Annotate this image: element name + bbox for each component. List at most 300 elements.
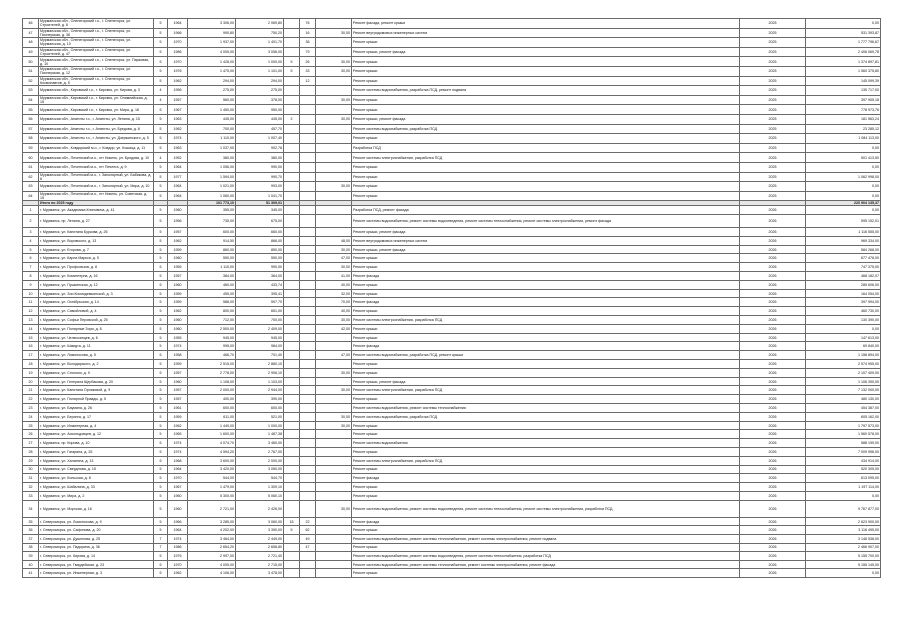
cell-d bbox=[300, 404, 316, 413]
cell-work: Ремонт системы водоснабжения, разработка ПСД bbox=[352, 412, 740, 421]
cell-a: 3 420,00 bbox=[188, 465, 236, 474]
cell-work: Ремонт крыши bbox=[352, 57, 740, 67]
cell-d bbox=[300, 272, 316, 281]
cell-sum: 1 777 796,67 bbox=[806, 38, 881, 48]
cell-b: 600,00 bbox=[236, 404, 284, 413]
cell-d bbox=[300, 377, 316, 386]
cell-n: 11 bbox=[23, 298, 39, 307]
cell-n: 47 bbox=[23, 28, 39, 38]
cell-d bbox=[300, 360, 316, 369]
cell-y: 1970 bbox=[168, 57, 188, 67]
cell-b: 651,00 bbox=[236, 307, 284, 316]
cell-addr: г. Североморск, ул. Душенова, д. 25 bbox=[39, 534, 154, 543]
table-row bbox=[23, 483, 881, 492]
cell-n: 22 bbox=[23, 395, 39, 404]
cell-yr: 2025 bbox=[740, 114, 806, 124]
cell-b: 5 060,10 bbox=[236, 491, 284, 500]
cell-e bbox=[316, 560, 352, 569]
cell-yr: 2026 bbox=[740, 421, 806, 430]
cell-e bbox=[316, 143, 352, 153]
cell-e bbox=[316, 47, 352, 57]
table-row bbox=[23, 368, 881, 377]
cell-addr: Мурманская обл., Апатиты г.о., г. Апатиты, ул. Бредова, д. 8 bbox=[39, 124, 154, 134]
cell-e bbox=[316, 38, 352, 48]
cell-b: 990,70 bbox=[236, 172, 284, 182]
cell-work: Ремонт системы электроснабжения, разработка ПСД bbox=[352, 386, 740, 395]
cell-yr: 2026 bbox=[740, 324, 806, 333]
cell-b: 1 041,70 bbox=[236, 191, 284, 201]
cell-n: 10 bbox=[23, 289, 39, 298]
cell-addr: г. Мурманск, ул. Шмидта, д. 11 bbox=[39, 342, 154, 351]
cell-b: 990,00 bbox=[236, 263, 284, 272]
cell-c bbox=[284, 280, 300, 289]
cell-y: 1957 bbox=[168, 228, 188, 237]
table-row bbox=[23, 182, 881, 192]
cell-addr: г. Мурманск, ул. Академика Книповича, д. 41 bbox=[39, 206, 154, 215]
cell-c bbox=[284, 245, 300, 254]
cell-a: 1 449,00 bbox=[188, 421, 236, 430]
cell-y: 1968 bbox=[168, 456, 188, 465]
cell-work: Ремонт крыши bbox=[352, 360, 740, 369]
cell-yr: 2025 bbox=[740, 66, 806, 76]
table-row bbox=[23, 377, 881, 386]
cell-addr: Мурманская обл., Оленегорский г.о., г. Оленегорск, ул. Строителей, д. 8 bbox=[39, 19, 154, 29]
cell-work: Ремонт крыши bbox=[352, 448, 740, 457]
cell-b: 380,00 bbox=[236, 153, 284, 163]
cell-addr: Мурманская обл., Оленегорский г.о., г. Оленегорск, ул. Пионерская, д. 36 bbox=[39, 28, 154, 38]
cell-yr: 2026 bbox=[740, 395, 806, 404]
cell-yr: 2026 bbox=[740, 439, 806, 448]
cell-yr: 2026 bbox=[740, 552, 806, 561]
cell-y: 1960 bbox=[168, 500, 188, 517]
cell-work: Ремонт крыши, ремонт фасада bbox=[352, 114, 740, 124]
cell-work: Ремонт крыши, ремонт фасада bbox=[352, 245, 740, 254]
cell-e: 48,00 bbox=[316, 236, 352, 245]
cell-addr: г. Мурманск, ул. Беринга, д. 17 bbox=[39, 412, 154, 421]
cell-e bbox=[316, 228, 352, 237]
cell-c bbox=[284, 206, 300, 215]
cell-f: 5 bbox=[154, 28, 168, 38]
cell-sum: 1 084 113,00 bbox=[806, 134, 881, 144]
cell-f: 7 bbox=[154, 543, 168, 552]
cell-c bbox=[284, 543, 300, 552]
cell-y: 1986 bbox=[168, 47, 188, 57]
table-row bbox=[23, 215, 881, 228]
cell-c bbox=[284, 95, 300, 105]
cell-e bbox=[316, 543, 352, 552]
cell-f: 5 bbox=[154, 66, 168, 76]
cell-work: Ремонт внутридомовых инженерных систем bbox=[352, 28, 740, 38]
cell-n: 62 bbox=[23, 172, 39, 182]
table-row bbox=[23, 206, 881, 215]
cell-b: 3 050,00 bbox=[236, 465, 284, 474]
cell-c bbox=[284, 360, 300, 369]
cell-f: 5 bbox=[154, 456, 168, 465]
cell-a: 2 500,00 bbox=[188, 324, 236, 333]
cell-f: 5 bbox=[154, 191, 168, 201]
cell-e bbox=[316, 134, 352, 144]
cell-f: 5 bbox=[154, 404, 168, 413]
cell-a: 990,80 bbox=[188, 28, 236, 38]
cell-f: 5 bbox=[154, 412, 168, 421]
cell-sum: 1 797 573,00 bbox=[806, 421, 881, 430]
cell-y: 1962 bbox=[168, 307, 188, 316]
cell-c bbox=[284, 324, 300, 333]
cell-sum: 2 406 069,78 bbox=[806, 47, 881, 57]
table-row bbox=[23, 298, 881, 307]
cell-n: 17 bbox=[23, 351, 39, 360]
cell-f: 5 bbox=[154, 143, 168, 153]
cell-a: 1 937,00 bbox=[188, 38, 236, 48]
cell-b: 2 409,00 bbox=[236, 324, 284, 333]
cell-a: 588,00 bbox=[188, 298, 236, 307]
cell-n: 2 bbox=[23, 215, 39, 228]
cell-a: 1 479,00 bbox=[188, 483, 236, 492]
cell-f: 5 bbox=[154, 215, 168, 228]
cell-b: 1 103,00 bbox=[236, 377, 284, 386]
cell-b: 1 000,00 bbox=[236, 57, 284, 67]
cell-d bbox=[300, 430, 316, 439]
cell-n: 3 bbox=[23, 228, 39, 237]
cell-e bbox=[316, 360, 352, 369]
cell-f: 5 bbox=[154, 560, 168, 569]
cell-e: 32,00 bbox=[316, 289, 352, 298]
cell-n: 55 bbox=[23, 105, 39, 115]
cell-yr: 2026 bbox=[740, 298, 806, 307]
cell-work: Ремонт системы водоснабжения, разработка ПСД, ремонт крыши bbox=[352, 351, 740, 360]
cell-yr: 2026 bbox=[740, 517, 806, 526]
table-row bbox=[23, 172, 881, 182]
cell-work: Ремонт крыши bbox=[352, 430, 740, 439]
cell-e: 30,00 bbox=[316, 386, 352, 395]
cell-n: 4 bbox=[23, 236, 39, 245]
cell-addr: г. Мурманск, ул. Карла Маркса, д. 5 bbox=[39, 254, 154, 263]
cell-f: 5 bbox=[154, 298, 168, 307]
cell-addr: г. Мурманск, ул. Володарского, д. 2 bbox=[39, 360, 154, 369]
cell-work: Ремонт крыши bbox=[352, 483, 740, 492]
cell-f: 5 bbox=[154, 500, 168, 517]
cell-a: 2 515,00 bbox=[188, 360, 236, 369]
cell-yr: 2025 bbox=[740, 143, 806, 153]
cell-c bbox=[284, 342, 300, 351]
cell-e bbox=[316, 456, 352, 465]
cell-e bbox=[316, 439, 352, 448]
cell-work: Ремонт системы водоснабжения bbox=[352, 439, 740, 448]
cell-f: 5 bbox=[154, 439, 168, 448]
cell-sum: 1 374 897,81 bbox=[806, 57, 881, 67]
cell-f: 5 bbox=[154, 124, 168, 134]
cell-b: 660,00 bbox=[236, 228, 284, 237]
cell-a: 2 778,00 bbox=[188, 368, 236, 377]
cell-sum: 164 054,00 bbox=[806, 289, 881, 298]
cell-y: 1959 bbox=[168, 412, 188, 421]
cell-yr: 2026 bbox=[740, 307, 806, 316]
cell-a: 544,00 bbox=[188, 474, 236, 483]
cell-f: 5 bbox=[154, 351, 168, 360]
cell-sum: 23 285,12 bbox=[806, 124, 881, 134]
cell-f: 5 bbox=[154, 236, 168, 245]
cell-yr: 2026 bbox=[740, 569, 806, 578]
cell-b: 2 449,00 bbox=[236, 534, 284, 543]
cell-work: Ремонт системы водоснабжения, ремонт системы водоотведения, ремонт системы теплоснабжения, ремонт системы электроснабжения, ремонт фасада bbox=[352, 215, 740, 228]
cell-d bbox=[300, 191, 316, 201]
cell-e: 30,00 bbox=[316, 263, 352, 272]
cell-e bbox=[316, 377, 352, 386]
total-area: 101 773,10 bbox=[188, 201, 236, 206]
cell-c bbox=[284, 465, 300, 474]
cell-yr: 2025 bbox=[740, 95, 806, 105]
cell-f: 5 bbox=[154, 228, 168, 237]
cell-e bbox=[316, 124, 352, 134]
cell-d: 22 bbox=[300, 517, 316, 526]
cell-d bbox=[300, 316, 316, 325]
cell-n: 57 bbox=[23, 124, 39, 134]
cell-y: 1960 bbox=[168, 206, 188, 215]
cell-addr: Мурманская обл., Оленегорский г.о., г. Оленегорск, ул. Парковая, д. 10 bbox=[39, 57, 154, 67]
cell-f: 4 bbox=[154, 153, 168, 163]
cell-d bbox=[300, 456, 316, 465]
cell-n: 59 bbox=[23, 143, 39, 153]
cell-a: 3 464,00 bbox=[188, 534, 236, 543]
cell-sum: 613 095,00 bbox=[806, 474, 881, 483]
cell-c: 5 bbox=[284, 66, 300, 76]
cell-b: 521,00 bbox=[236, 412, 284, 421]
cell-addr: г. Мурманск, ул. Халатина, д. 13 bbox=[39, 456, 154, 465]
cell-f: 5 bbox=[154, 430, 168, 439]
cell-c bbox=[284, 191, 300, 201]
cell-b: 675,00 bbox=[236, 215, 284, 228]
cell-sum: 3 116 495,00 bbox=[806, 526, 881, 535]
cell-y: 1970 bbox=[168, 38, 188, 48]
cell-a: 1 450,00 bbox=[188, 105, 236, 115]
cell-c: 5 bbox=[284, 57, 300, 67]
cell-addr: г. Североморск, ул. Падорина, д. 36 bbox=[39, 543, 154, 552]
cell-e bbox=[316, 404, 352, 413]
cell-d bbox=[300, 386, 316, 395]
cell-addr: г. Мурманск, ул. Инженерная, д. 4 bbox=[39, 421, 154, 430]
cell-b: 3 056,00 bbox=[236, 47, 284, 57]
cell-e: 47,00 bbox=[316, 351, 352, 360]
cell-yr: 2026 bbox=[740, 474, 806, 483]
cell-sum: 434 914,00 bbox=[806, 456, 881, 465]
cell-a: 3 285,00 bbox=[188, 517, 236, 526]
cell-f: 5 bbox=[154, 517, 168, 526]
cell-n: 9 bbox=[23, 280, 39, 289]
table-row bbox=[23, 324, 881, 333]
table-row bbox=[23, 430, 881, 439]
cell-y: 1962 bbox=[168, 76, 188, 86]
cell-y: 1986 bbox=[168, 543, 188, 552]
cell-y: 1960 bbox=[168, 316, 188, 325]
cell-e bbox=[316, 153, 352, 163]
cell-b: 984,00 bbox=[236, 342, 284, 351]
cell-y: 1957 bbox=[168, 95, 188, 105]
cell-addr: г. Мурманск, ул. Егорова, д. 7 bbox=[39, 245, 154, 254]
cell-y: 1959 bbox=[168, 245, 188, 254]
cell-d bbox=[300, 491, 316, 500]
cell-c bbox=[284, 560, 300, 569]
table-row bbox=[23, 360, 881, 369]
cell-sum: 1 560 578,00 bbox=[806, 430, 881, 439]
cell-d bbox=[300, 448, 316, 457]
cell-a: 1 594,00 bbox=[188, 172, 236, 182]
cell-b: 945,00 bbox=[236, 333, 284, 342]
cell-addr: г. Мурманск, ул. Зои Космодемьянской, д. 3 bbox=[39, 289, 154, 298]
table-row bbox=[23, 143, 881, 153]
cell-b: 1 487,38 bbox=[236, 430, 284, 439]
cell-yr: 2026 bbox=[740, 351, 806, 360]
cell-a: 460,00 bbox=[188, 280, 236, 289]
cell-b: 2 000,00 bbox=[236, 456, 284, 465]
cell-work: Ремонт системы водоснабжения, ремонт системы водоотведения, ремонт системы теплоснабжения, ремонт системы электроснабжения, разработка ПСД bbox=[352, 500, 740, 517]
cell-c bbox=[284, 483, 300, 492]
cell-d bbox=[300, 351, 316, 360]
cell-c bbox=[284, 316, 300, 325]
cell-e: 30,00 bbox=[316, 245, 352, 254]
cell-c bbox=[284, 289, 300, 298]
cell-e bbox=[316, 491, 352, 500]
cell-c bbox=[284, 368, 300, 377]
cell-sum: 0,00 bbox=[806, 182, 881, 192]
cell-y: 1976 bbox=[168, 66, 188, 76]
cell-f: 5 bbox=[154, 206, 168, 215]
cell-addr: г. Мурманск, ул. Ломоносова, д. 5 bbox=[39, 351, 154, 360]
cell-y: 1961 bbox=[168, 404, 188, 413]
cell-d: 47 bbox=[300, 543, 316, 552]
cell-d: 16 bbox=[300, 28, 316, 38]
cell-yr: 2025 bbox=[740, 124, 806, 134]
cell-f: 5 bbox=[154, 272, 168, 281]
cell-a: 1 021,00 bbox=[188, 182, 236, 192]
cell-work: Ремонт крыши bbox=[352, 543, 740, 552]
cell-a: 2 721,00 bbox=[188, 500, 236, 517]
cell-d: 49 bbox=[300, 534, 316, 543]
cell-y: 1964 bbox=[168, 19, 188, 29]
cell-b: 345,00 bbox=[236, 206, 284, 215]
cell-b: 433,74 bbox=[236, 280, 284, 289]
cell-c bbox=[284, 86, 300, 96]
cell-sum: 3 146 538,00 bbox=[806, 534, 881, 543]
cell-n: 52 bbox=[23, 76, 39, 86]
cell-sum: 969 334,00 bbox=[806, 236, 881, 245]
cell-yr: 2025 bbox=[740, 172, 806, 182]
cell-e: 30,00 bbox=[316, 316, 352, 325]
cell-sum: 285 606,00 bbox=[806, 280, 881, 289]
cell-yr: 2026 bbox=[740, 289, 806, 298]
cell-f: 5 bbox=[154, 105, 168, 115]
cell-a: 466,70 bbox=[188, 351, 236, 360]
cell-d bbox=[300, 254, 316, 263]
cell-d bbox=[300, 474, 316, 483]
cell-e bbox=[316, 569, 352, 578]
cell-y: 1964 bbox=[168, 191, 188, 201]
cell-d bbox=[300, 86, 316, 96]
cell-e: 42,00 bbox=[316, 324, 352, 333]
cell-n: 5 bbox=[23, 245, 39, 254]
cell-d bbox=[300, 552, 316, 561]
cell-f: 5 bbox=[154, 526, 168, 535]
cell-addr: г. Мурманск, пр. Ленина, д. 27 bbox=[39, 215, 154, 228]
cell-d bbox=[300, 465, 316, 474]
cell-b: 1 101,00 bbox=[236, 66, 284, 76]
cell-work: Ремонт крыши bbox=[352, 368, 740, 377]
table-row bbox=[23, 236, 881, 245]
table-row bbox=[23, 228, 881, 237]
table-row bbox=[23, 245, 881, 254]
cell-addr: г. Североморск, ул. Инженерная, д. 3 bbox=[39, 569, 154, 578]
cell-yr: 2025 bbox=[740, 86, 806, 96]
cell-d bbox=[300, 298, 316, 307]
cell-addr: г. Североморск, ул. Гвардейская, д. 23 bbox=[39, 560, 154, 569]
cell-work: Ремонт крыши bbox=[352, 333, 740, 342]
cell-e: 30,00 bbox=[316, 500, 352, 517]
cell-f: 4 bbox=[154, 86, 168, 96]
cell-work: Ремонт фасада bbox=[352, 272, 740, 281]
cell-d bbox=[300, 263, 316, 272]
cell-yr: 2025 bbox=[740, 162, 806, 172]
cell-work: Ремонт системы водоснабжения, разработка ПСД, ремонт подвала bbox=[352, 86, 740, 96]
cell-n: 37 bbox=[23, 534, 39, 543]
cell-n: 20 bbox=[23, 377, 39, 386]
cell-addr: г. Мурманск, ул. Октябрьская, д. 14 bbox=[39, 298, 154, 307]
cell-yr: 2026 bbox=[740, 342, 806, 351]
cell-f: 5 bbox=[154, 465, 168, 474]
cell-y: 1960 bbox=[168, 324, 188, 333]
cell-d bbox=[300, 560, 316, 569]
table-row bbox=[23, 465, 881, 474]
cell-yr: 2025 bbox=[740, 134, 806, 144]
total-living-area: 51 309,01 bbox=[236, 201, 284, 206]
cell-yr: 2026 bbox=[740, 228, 806, 237]
cell-work: Ремонт крыши bbox=[352, 395, 740, 404]
cell-b: 457,70 bbox=[236, 124, 284, 134]
cell-addr: г. Мурманск, ул. Морская, д. 16 bbox=[39, 500, 154, 517]
cell-d: 26 bbox=[300, 57, 316, 67]
table-row bbox=[23, 38, 881, 48]
table-row bbox=[23, 456, 881, 465]
cell-y: 1964 bbox=[168, 465, 188, 474]
table-row bbox=[23, 412, 881, 421]
table-row bbox=[23, 272, 881, 281]
cell-b: 544,70 bbox=[236, 474, 284, 483]
table-row bbox=[23, 263, 881, 272]
cell-f: 5 bbox=[154, 134, 168, 144]
cell-c bbox=[284, 404, 300, 413]
cell-y: 1955 bbox=[168, 263, 188, 272]
cell-e: 30,00 bbox=[316, 66, 352, 76]
cell-e bbox=[316, 517, 352, 526]
cell-e bbox=[316, 534, 352, 543]
cell-n: 13 bbox=[23, 316, 39, 325]
cell-f: 4 bbox=[154, 95, 168, 105]
cell-n: 39 bbox=[23, 552, 39, 561]
cell-a: 712,00 bbox=[188, 316, 236, 325]
cell-e bbox=[316, 483, 352, 492]
cell-addr: г. Мурманск, ул. Аскольдовцев, д. 12 bbox=[39, 430, 154, 439]
cell-b: 1 000,00 bbox=[236, 421, 284, 430]
cell-d bbox=[300, 412, 316, 421]
cell-b: 3 060,00 bbox=[236, 517, 284, 526]
cell-a: 1 428,00 bbox=[188, 57, 236, 67]
cell-work: Ремонт крыши bbox=[352, 254, 740, 263]
cell-c bbox=[284, 143, 300, 153]
cell-f: 5 bbox=[154, 324, 168, 333]
cell-addr: г. Мурманск, ул. Сполохи, д. 9 bbox=[39, 368, 154, 377]
cell-b: 2 906,10 bbox=[236, 368, 284, 377]
cell-addr: Мурманская обл., Кировский г.о., г. Кировск, ул. Олимпийская, д. 15 bbox=[39, 95, 154, 105]
cell-d bbox=[300, 569, 316, 578]
cell-y: 1956 bbox=[168, 215, 188, 228]
